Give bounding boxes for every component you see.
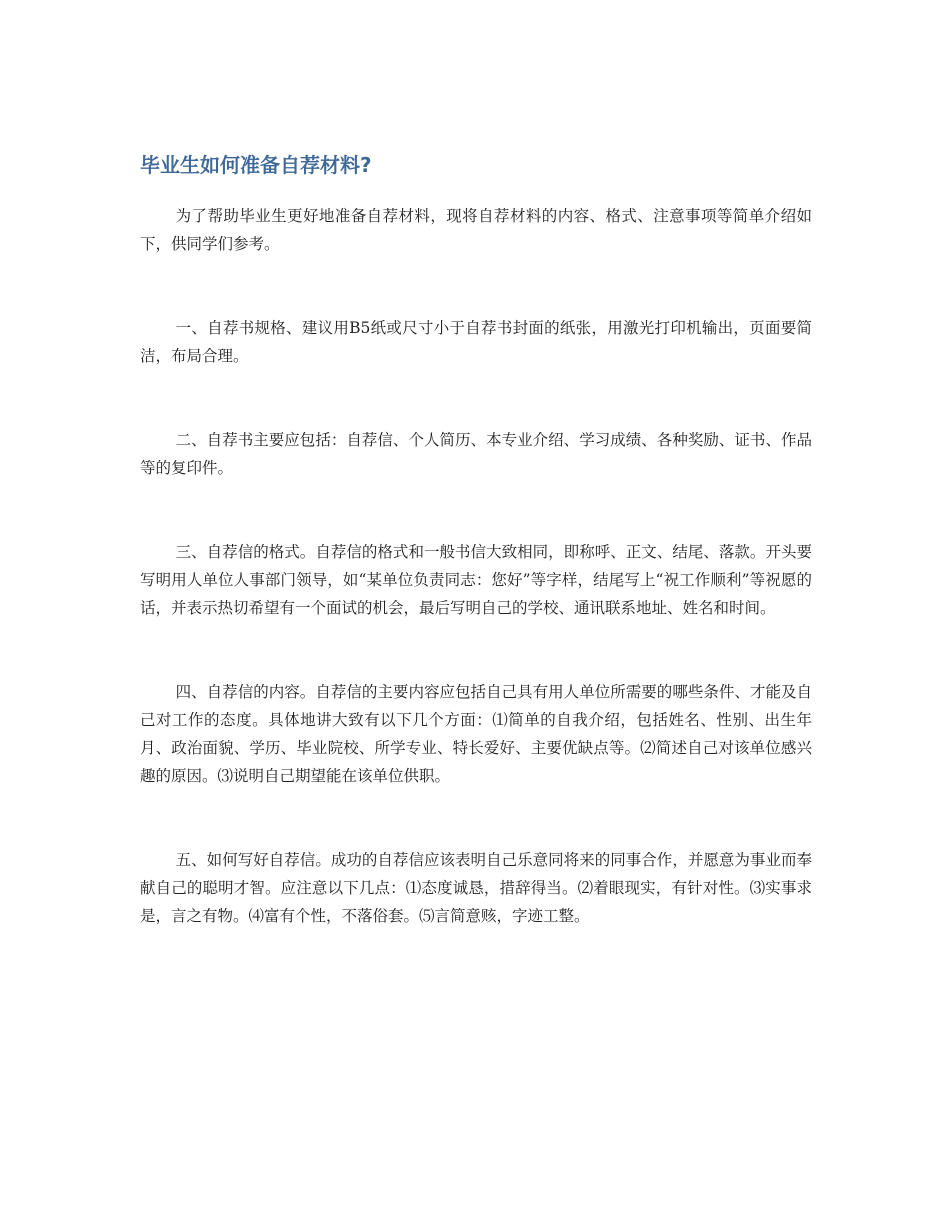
paragraph-section-3: 三、自荐信的格式。自荐信的格式和一般书信大致相同，即称呼、正文、结尾、落款。开头要写明用人单位人事部门领导，如“某单位负责同志：您好”等字样，结尾写上“祝工作顺利”等祝愿的话，并表示热切希望有一个面试的机会，最后写明自己的学校、通讯联系地址、姓名和时间。 [140,543,812,617]
paragraph-section-5: 五、如何写好自荐信。成功的自荐信应该表明自己乐意同将来的同事合作，并愿意为事业而奉献自己的聪明才智。应注意以下几点：⑴态度诚恳，措辞得当。⑵着眼现实，有针对性。⑶实事求是，言之有物。⑷富有个性，不落俗套。⑸言简意赅，字迹工整。 [140,851,812,925]
paragraph-section-4: 四、自荐信的内容。自荐信的主要内容应包括自己具有用人单位所需要的哪些条件、才能及自己对工作的态度。具体地讲大致有以下几个方面：⑴简单的自我介绍，包括姓名、性别、出生年月、政治面貌、学历、毕业院校、所学专业、特长爱好、主要优缺点等。⑵简述自己对该单位感兴趣的原因。⑶说明自己期望能在该单位供职。 [140,683,812,785]
paragraph-section-1: 一、自荐书规格、建议用B5纸或尺寸小于自荐书封面的纸张，用激光打印机输出，页面要简洁，布局合理。 [140,319,812,365]
paragraph-section-2: 二、自荐书主要应包括：自荐信、个人简历、本专业介绍、学习成绩、各种奖励、证书、作品等的复印件。 [140,431,812,477]
paragraph-intro: 为了帮助毕业生更好地准备自荐材料，现将自荐材料的内容、格式、注意事项等简单介绍如下，供同学们参考。 [140,207,812,253]
document-title: 毕业生如何准备自荐材料? [140,153,372,177]
document-body [140,148,812,930]
